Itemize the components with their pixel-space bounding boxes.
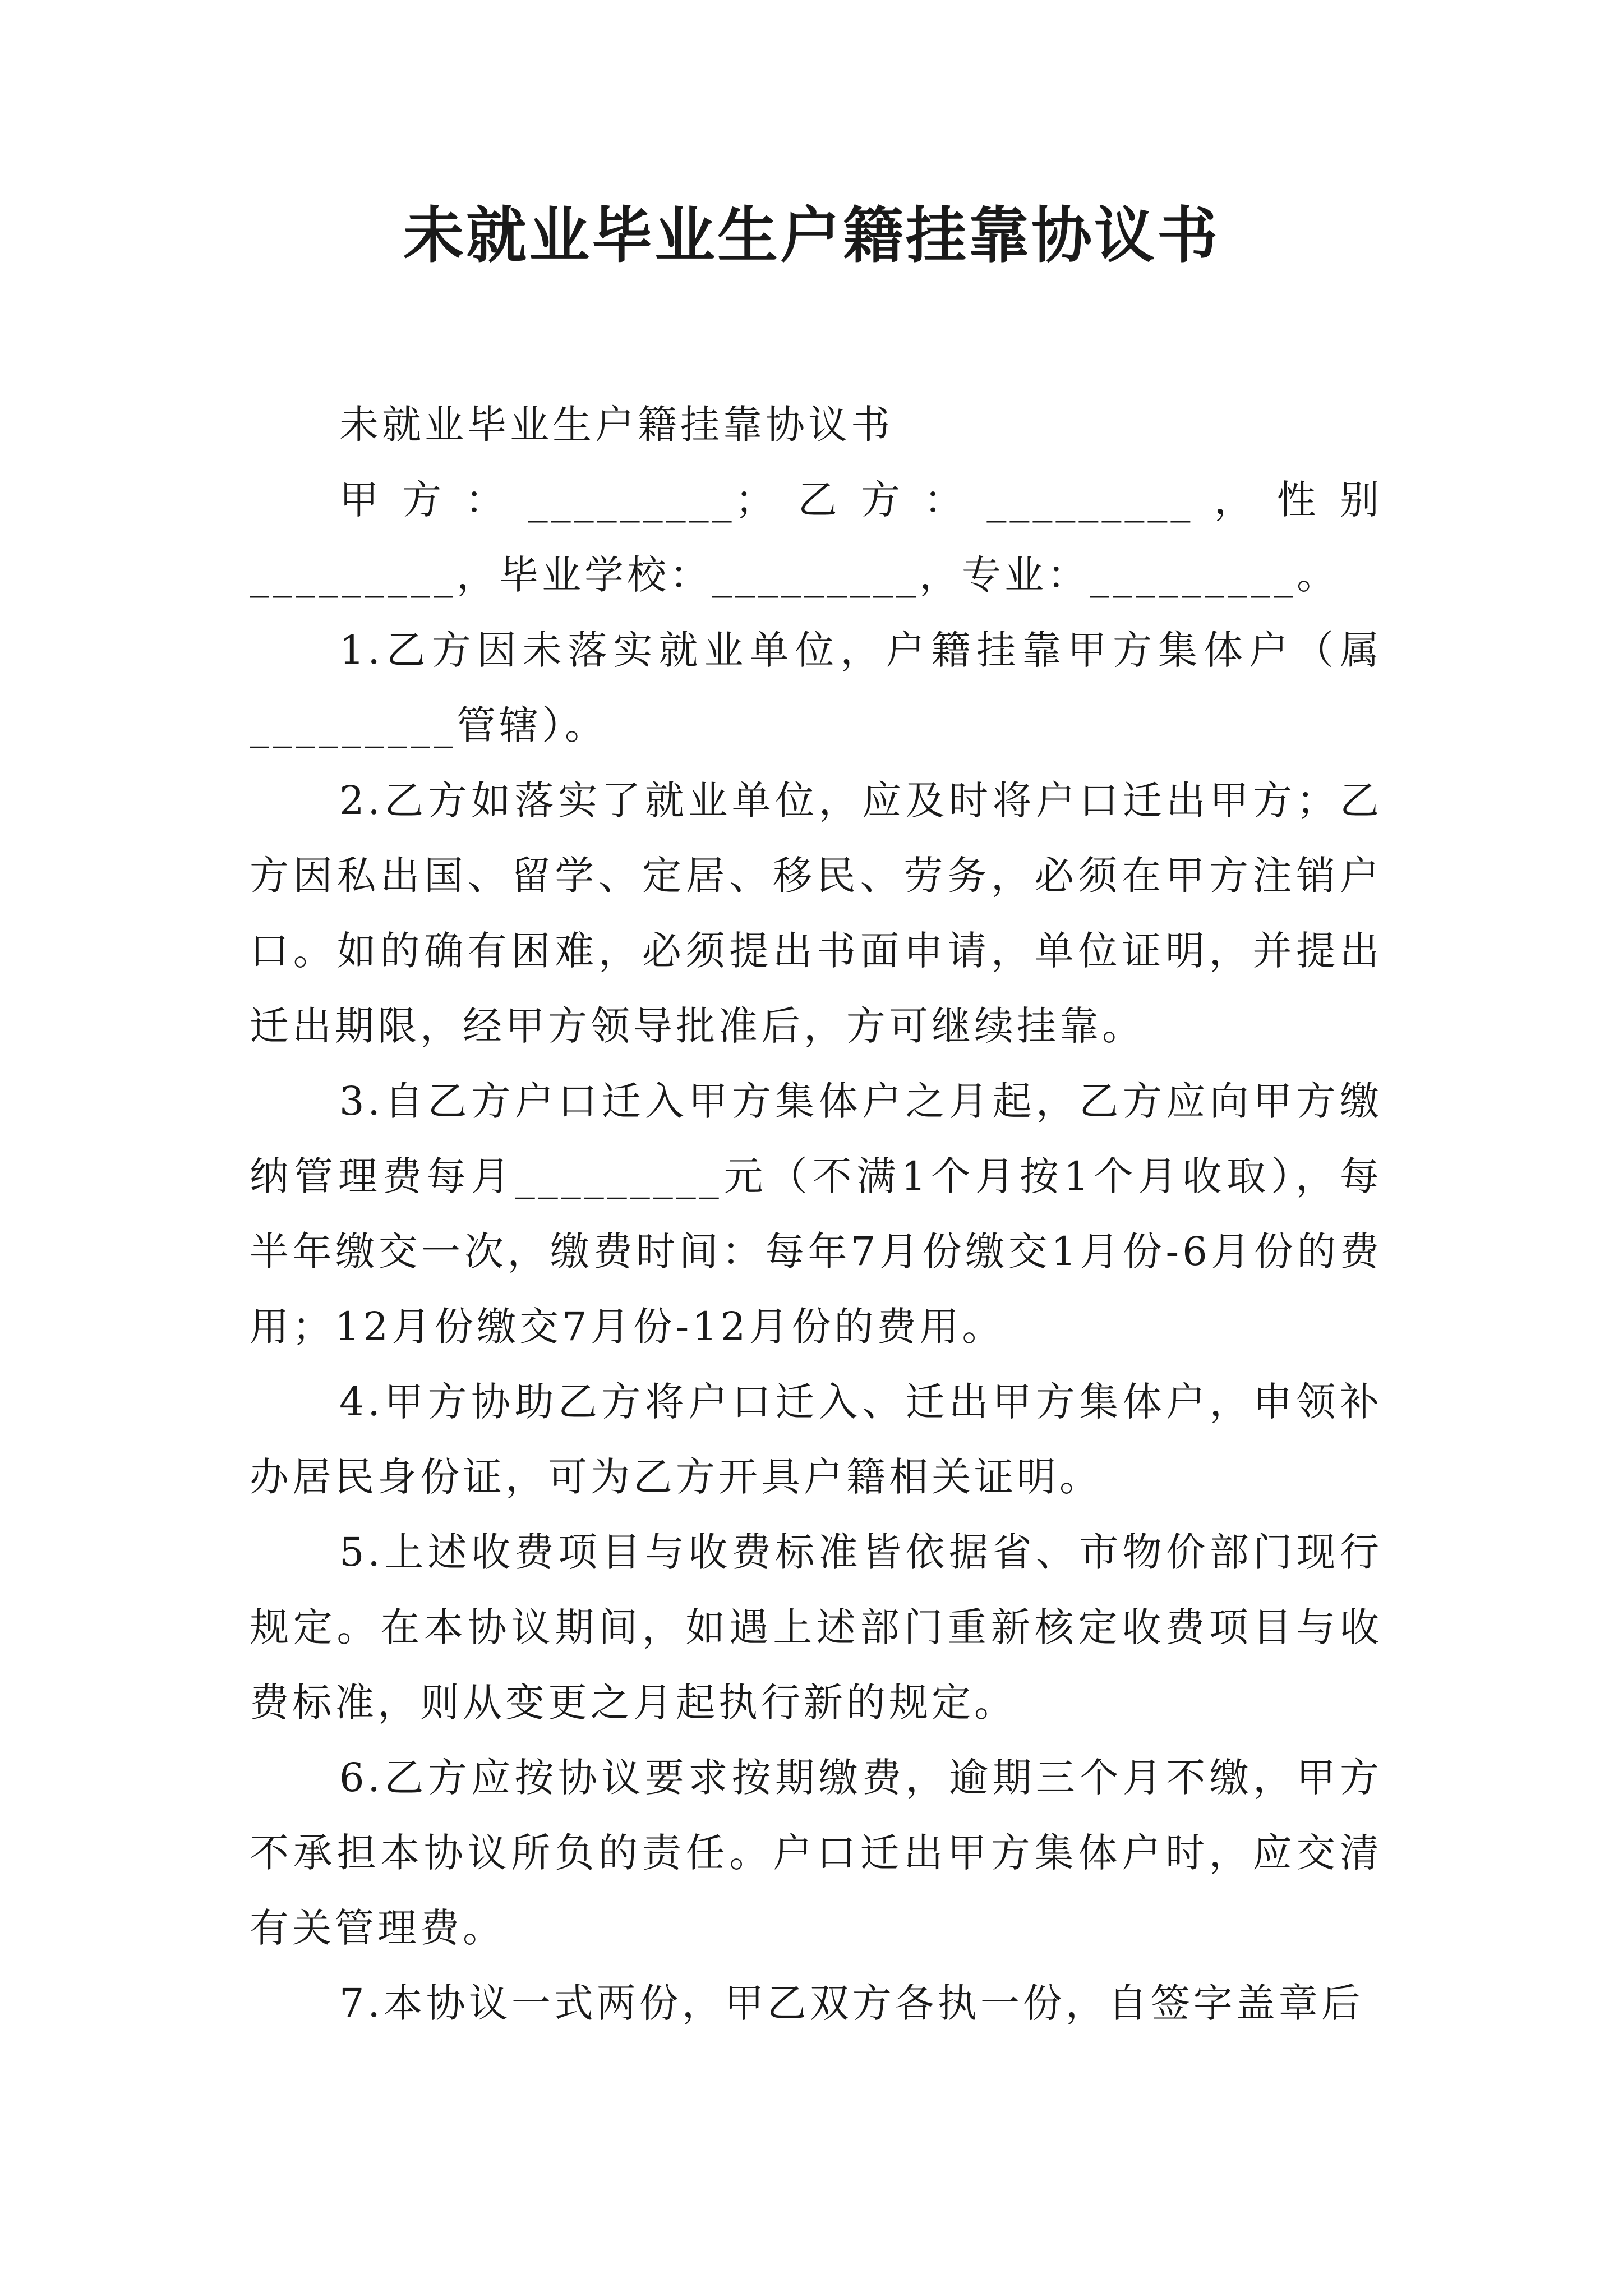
clause-3: 3.自乙方户口迁入甲方集体户之月起，乙方应向甲方缴纳管理费每月_________元（不满1个月按1个月收取），每半年缴交一次，缴费时间：每年7月份缴交1月份-6月份的费用；12月份缴交7月份-12月份的费用。	[250, 1078, 1382, 1350]
subtitle-paragraph: 未就业毕业生户籍挂靠协议书	[339, 402, 893, 448]
clause-4: 4.甲方协助乙方将户口迁入、迁出甲方集体户，申领补办居民身份证，可为乙方开具户籍相关证明。	[250, 1379, 1382, 1500]
document-title: 未就业毕业生户籍挂靠协议书	[403, 200, 1220, 271]
parties-paragraph: 甲方：_________；乙方：_________，性别_________，毕业学校：_________，专业：_________。	[250, 477, 1382, 598]
clause-5: 5.上述收费项目与收费标准皆依据省、市物价部门现行规定。在本协议期间，如遇上述部门重新核定收费项目与收费标准，则从变更之月起执行新的规定。	[250, 1529, 1382, 1726]
clause-7: 7.本协议一式两份，甲乙双方各执一份，自签字盖章后	[339, 1980, 1364, 2026]
clause-2: 2.乙方如落实了就业单位，应及时将户口迁出甲方；乙方因私出国、留学、定居、移民、劳务，必须在甲方注销户口。如的确有困难，必须提出书面申请，单位证明，并提出迁出期限，经甲方领导批准后，方可继续挂靠。	[250, 777, 1382, 1049]
clause-6: 6.乙方应按协议要求按期缴费，逾期三个月不缴，甲方不承担本协议所负的责任。户口迁出甲方集体户时，应交清有关管理费。	[250, 1755, 1382, 1951]
clause-1: 1.乙方因未落实就业单位，户籍挂靠甲方集体户（属_________管辖）。	[250, 627, 1382, 748]
document-body	[250, 387, 1382, 2041]
